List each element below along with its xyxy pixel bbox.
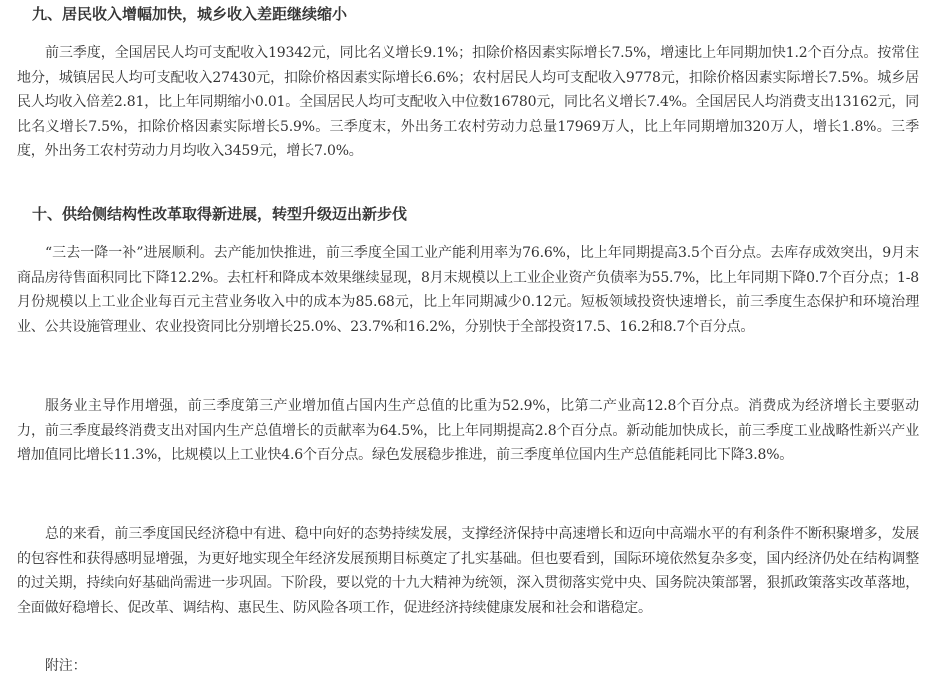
section-heading-supply-side-reform: 十、供给侧结构性改革取得新进展，转型升级迈出新步伐 [32,205,408,223]
paragraph-three-cuts: “三去一降一补”进展顺利。去产能加快推进，前三季度全国工业产能利用率为76.6%，比上年同期提高3.5个百分点。去库存成效突出，9月末商品房待售面积同比下降12.2%。去杠杆和降成本效果继续显现，8月末规模以上工业企业资产负债率为55.7%，比上年同期下降0.7个百分点；1-8月份规模以上工业企业每百元主营业务收入中的成本为85.68元，比上年同期减少0.12元。短板领域投资快速增长，前三季度生态保护和环境治理业、公共设施管理业、农业投资同比分别增长25.0%、23.7%和16.2%，分别快于全部投资17.5、16.2和8.7个百分点。 [17,245,919,335]
paragraph-footnote: 附注： [45,658,87,674]
paragraph-summary: 总的来看，前三季度国民经济稳中有进、稳中向好的态势持续发展，支撑经济保持中高速增长和迈向中高端水平的有利条件不断积聚增多，发展的包容性和获得感明显增强，为更好地实现全年经济发展预期目标奠定了扎实基础。但也要看到，国际环境依然复杂多变，国内经济仍处在结构调整的过关期，持续向好基础尚需进一步巩固。下阶段，要以党的十九大精神为统领，深入贯彻落实党中央、国务院决策部署，狠抓政策落实改革落地，全面做好稳增长、促改革、调结构、惠民生、防风险各项工作，促进经济持续健康发展和社会和谐稳定。 [17,526,919,616]
section-heading-income: 九、居民收入增幅加快，城乡收入差距继续缩小 [32,5,348,23]
paragraph-service-sector: 服务业主导作用增强，前三季度第三产业增加值占国内生产总值的比重为52.9%，比第二产业高12.8个百分点。消费成为经济增长主要驱动力，前三季度最终消费支出对国内生产总值增长的贡献率为64.5%，比上年同期提高2.8个百分点。新动能加快成长，前三季度工业战略性新兴产业增加值同比增长11.3%，比规模以上工业快4.6个百分点。绿色发展稳步推进，前三季度单位国内生产总值能耗同比下降3.8%。 [17,398,919,463]
paragraph-income: 前三季度，全国居民人均可支配收入19342元，同比名义增长9.1%；扣除价格因素实际增长7.5%，增速比上年同期加快1.2个百分点。按常住地分，城镇居民人均可支配收入27430元，扣除价格因素实际增长6.6%；农村居民人均可支配收入9778元，扣除价格因素实际增长7.5%。城乡居民人均收入倍差2.81，比上年同期缩小0.01。全国居民人均可支配收入中位数16780元，同比名义增长7.4%。全国居民人均消费支出13162元，同比名义增长7.5%，扣除价格因素实际增长5.9%。三季度末，外出务工农村劳动力总量17969万人，比上年同期增加320万人，增长1.8%。三季度，外出务工农村劳动力月均收入3459元，增长7.0%。 [17,45,919,159]
